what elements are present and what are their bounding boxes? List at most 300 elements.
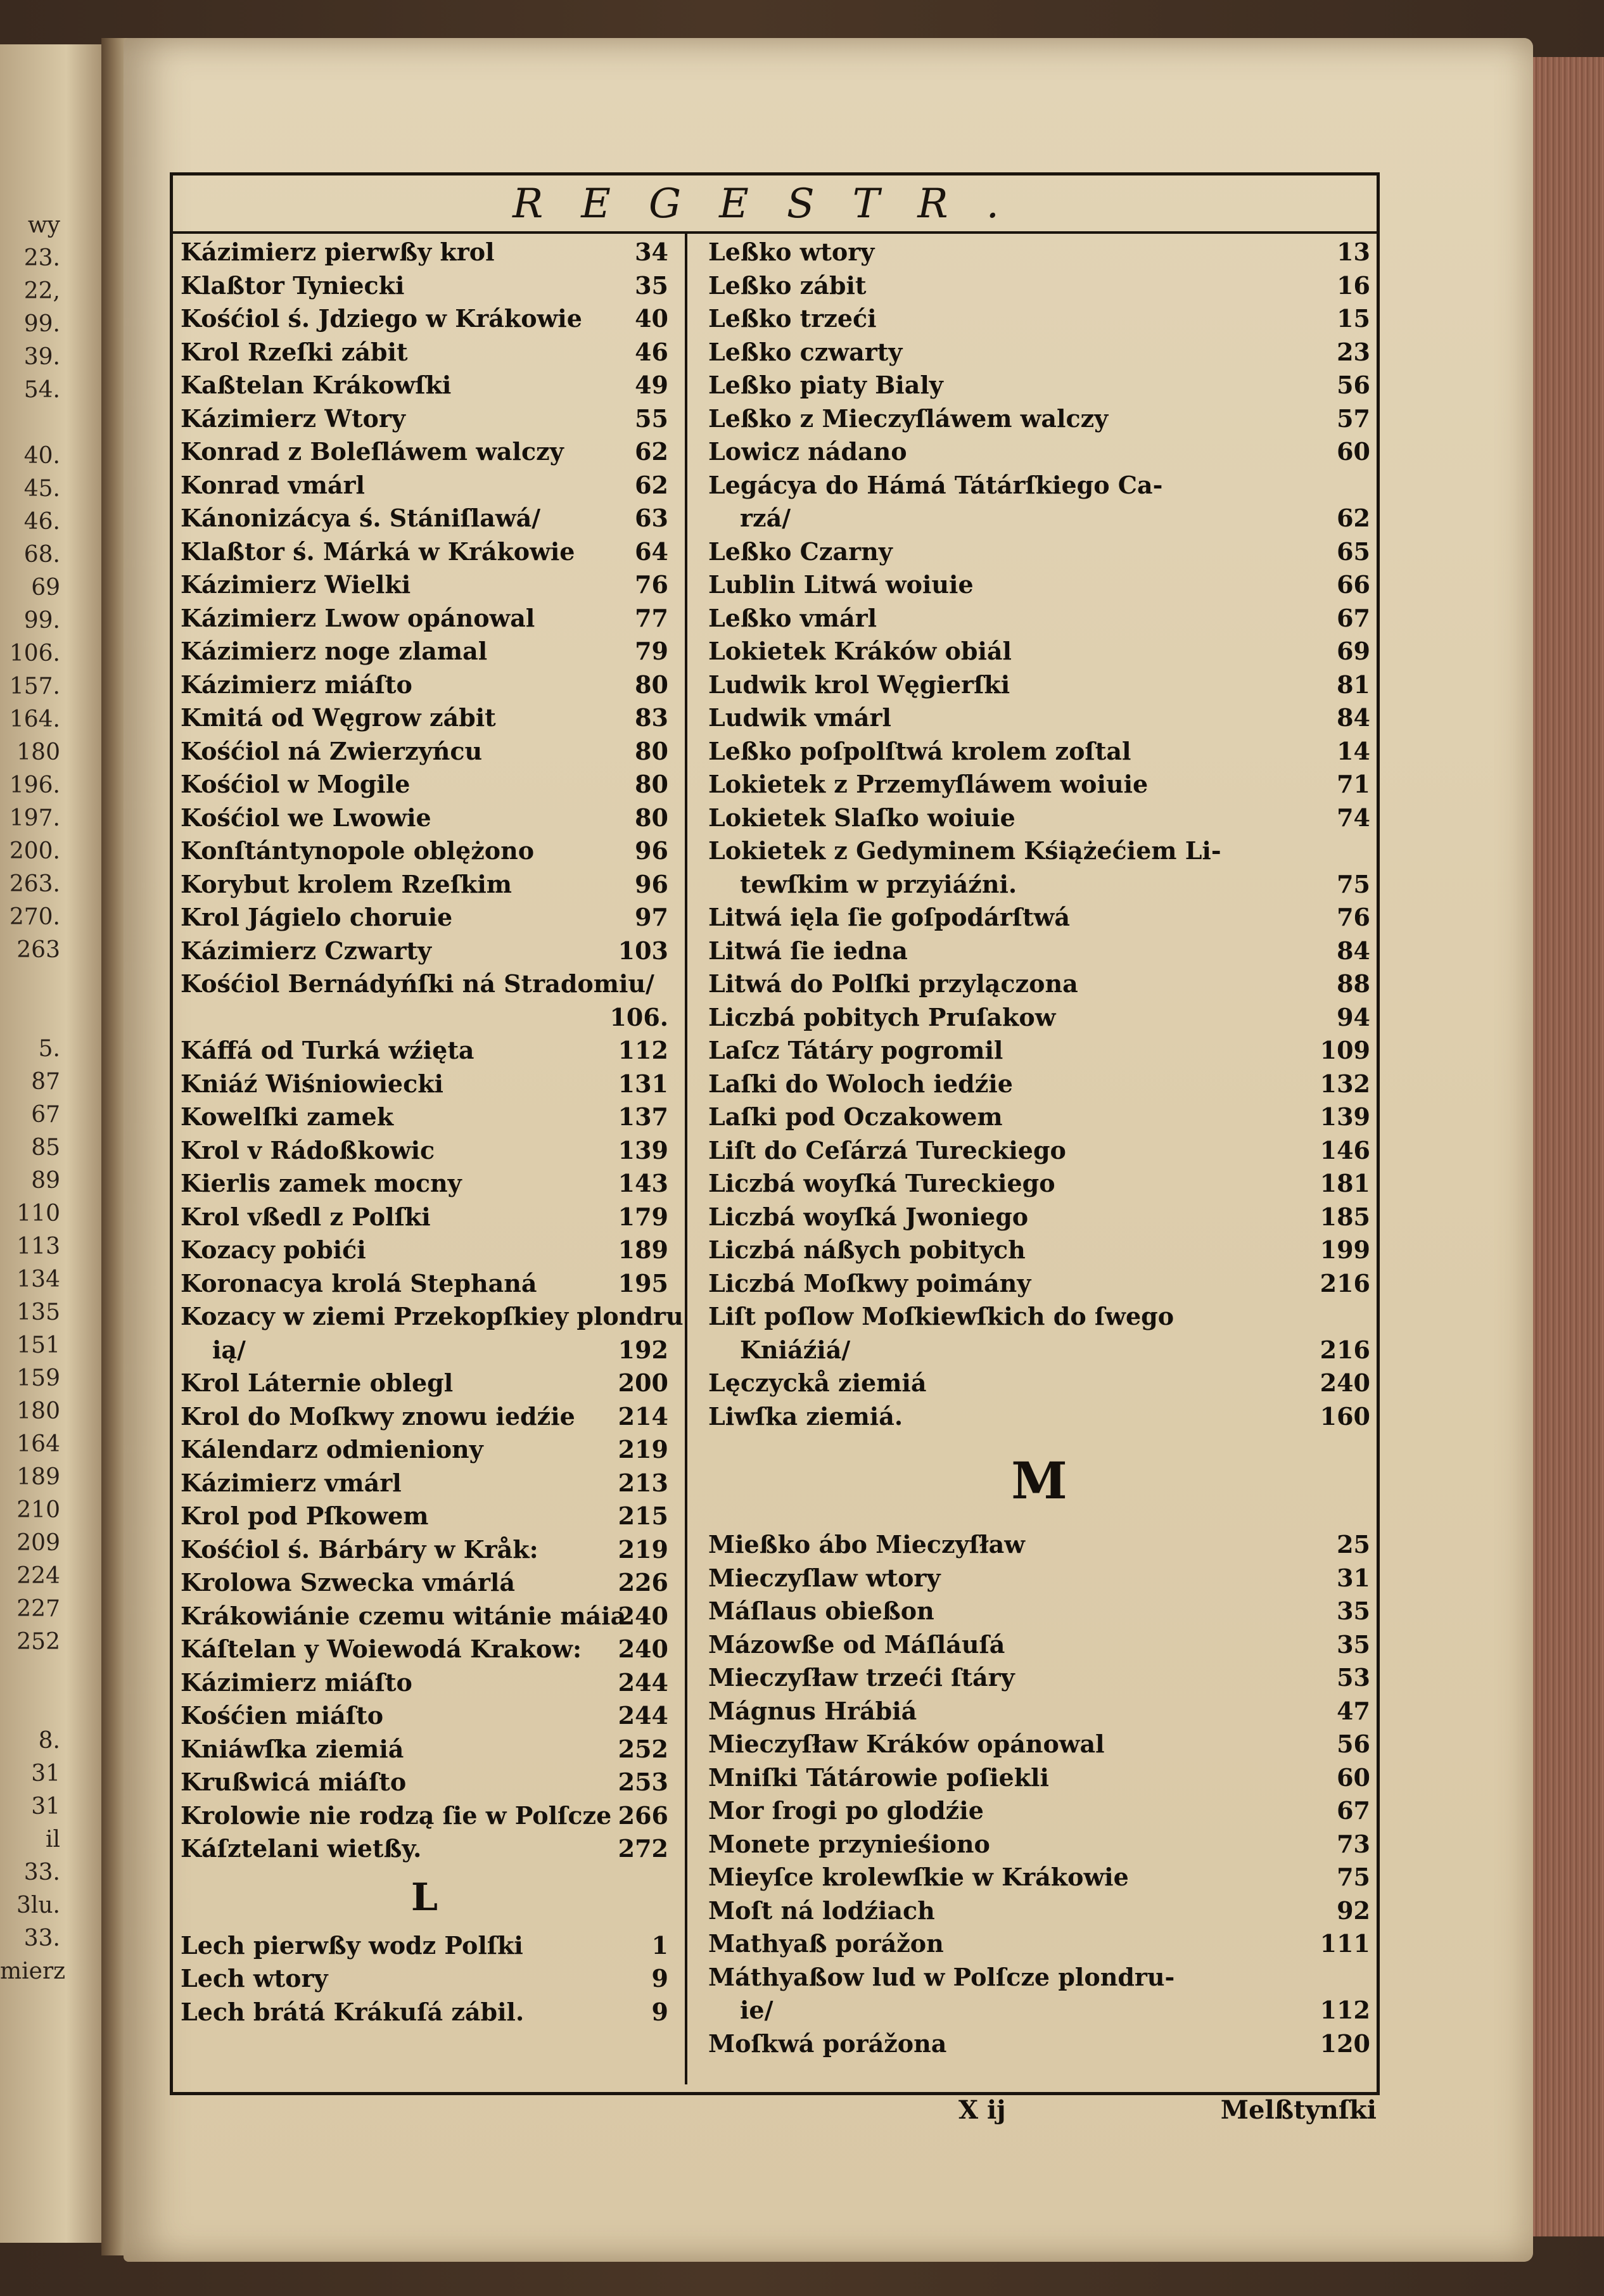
entry-page-number: 1 [651,1930,668,1960]
entry-page-number: 23 [1337,337,1370,366]
register-entry [181,868,668,902]
facing-page-number: 200. [9,838,60,864]
facing-page-number: 197. [9,805,60,831]
entry-page-number: 219 [618,1435,668,1464]
register-entry [708,1728,1370,1761]
entry-text: Kniáźiá/ [740,1335,851,1364]
facing-page-number: 196. [9,772,60,798]
register-entry [181,901,668,934]
register-entry [708,1100,1370,1134]
facing-page-number: 54. [23,377,60,403]
register-entry [708,2027,1370,2061]
facing-page-number: 159 [16,1365,60,1391]
page-footer [173,2095,1377,2140]
entry-page-number: 76 [635,570,668,599]
entry-page-number: 83 [635,703,668,732]
entry-text: Kośćiol ś. Bárbáry w Kråk: [181,1534,538,1564]
page-title: REGESTR. [512,181,1037,227]
entry-text: Kázimierz noge zlamal [181,637,488,665]
entry-text: Krol v Rádoßkowic [181,1135,435,1164]
facing-page-number: 3lu. [16,1892,60,1918]
entry-text: Mathyaß porážon [708,1929,944,1958]
entry-page-number: 132 [1320,1069,1370,1098]
register-entry [181,1799,668,1833]
entry-text: Liczbá náßych pobitych [708,1235,1026,1264]
register-entry [181,236,668,269]
register-entry [708,1367,1370,1400]
entry-page-number: 56 [1337,1730,1370,1758]
entry-text: Lokietek z Gedyminem Kśiążećiem Li- [708,836,1221,865]
register-entry [708,668,1370,702]
entry-page-number: 60 [1337,1763,1370,1792]
entry-text: Mázowße od Máſláuſá [708,1630,1005,1659]
register-entry [181,1167,668,1201]
entry-page-number: 80 [635,670,668,699]
register-entry [181,1001,668,1035]
entry-page-number: 160 [1320,1401,1370,1431]
facing-page-number: 180 [16,1398,60,1424]
entry-text: Káſztelani wietßy. [181,1834,422,1863]
facing-page-number: 210 [16,1497,60,1523]
facing-page-number: 134 [16,1266,60,1292]
section-letter: L [411,1875,438,1920]
facing-page-number: 110 [16,1201,60,1227]
entry-page-number: 71 [1337,770,1370,798]
entry-text: Mieyſce krolewſkie w Krákowie [708,1863,1129,1891]
facing-page-number: 8. [38,1728,60,1754]
entry-page-number: 200 [618,1368,668,1397]
entry-text: Kálendarz odmieniony [181,1435,483,1464]
entry-page-number: 80 [635,736,668,765]
entry-text: Krolowa Szwecka vmárlá [181,1568,515,1597]
register-entry [181,934,668,968]
register-entry [181,469,668,502]
register-entry [708,967,1370,1001]
register-entry [181,735,668,769]
register-entry [708,1894,1370,1928]
register-entry [708,469,1370,502]
register-entry [708,369,1370,402]
entry-text: Kaßtelan Krákowſki [181,371,452,399]
entry-page-number: 79 [635,637,668,665]
entry-text: Ludwik vmárl [708,703,891,732]
entry-text: Mniſki Tátárowie poſiekli [708,1763,1049,1792]
entry-text: Krol Jágielo choruie [181,903,453,931]
entry-text: Kośćiol ná Zwierzyńcu [181,736,483,765]
entry-page-number: 143 [618,1169,668,1197]
entry-page-number: 69 [1337,637,1370,665]
entry-page-number: 112 [1320,1996,1370,2024]
facing-page-number: 5. [38,1036,60,1062]
register-entry [181,568,668,602]
entry-text: ie/ [740,1996,773,2024]
register-column-right [708,236,1370,2060]
facing-page-number: 22, [23,278,60,304]
register-entry [181,1699,668,1733]
entry-text: Lech brátá Krákuſá zábil. [181,1997,525,2026]
entry-text: Lublin Litwá woiuie [708,570,974,599]
entry-page-number: 76 [1337,903,1370,931]
entry-text: Leßko poſpolſtwá krolem zoſtal [708,736,1131,765]
entry-text: Kośćiol we Lwowie [181,803,431,832]
entry-page-number: 214 [618,1401,668,1431]
register-entry [181,1733,668,1766]
facing-page-number: 23. [23,245,60,271]
facing-page-number: 263. [9,871,60,897]
entry-page-number: 75 [1337,869,1370,898]
register-entry [708,1761,1370,1795]
entry-page-number: 9 [651,1964,668,1993]
register-entry [181,502,668,535]
entry-text: Ludwik krol Węgierſki [708,670,1010,699]
entry-text: Kázimierz Czwarty [181,936,432,965]
entry-page-number: 67 [1337,603,1370,632]
entry-page-number: 62 [635,437,668,466]
entry-text: Kázimierz miáſto [181,1668,412,1697]
entry-page-number: 25 [1337,1530,1370,1559]
register-entry [708,768,1370,801]
entry-text: Leßko piaty Bialy [708,371,943,399]
register-entry [708,834,1370,868]
entry-page-number: 62 [635,470,668,499]
entry-page-number: 137 [618,1102,668,1131]
entry-text: Krol vßedl z Polſki [181,1202,431,1231]
entry-text: Kozacy pobići [181,1235,366,1264]
register-entry [708,1861,1370,1894]
facing-page-numbers [0,209,66,1988]
register-entry [181,967,668,1001]
entry-text: Lokietek Kráków obiál [708,637,1012,665]
entry-page-number: 75 [1337,1863,1370,1891]
entry-page-number: 63 [635,504,668,532]
entry-page-number: 185 [1320,1202,1370,1231]
register-entry [708,402,1370,436]
register-entry [708,1528,1370,1562]
register-entry [708,502,1370,535]
entry-text: Máſlaus obießon [708,1597,934,1625]
entry-page-number: 15 [1337,304,1370,333]
entry-page-number: 272 [618,1834,668,1863]
register-entry [708,635,1370,668]
entry-text: tewſkim w przyiáźni. [740,869,1017,898]
register-entry [708,1234,1370,1267]
entry-page-number: 81 [1337,670,1370,699]
entry-page-number: 92 [1337,1896,1370,1925]
register-entry [708,1828,1370,1861]
register-entry [708,901,1370,934]
register-entry [181,1267,668,1301]
entry-text: Krol do Moſkwy znowu iedźie [181,1401,575,1431]
register-entry [708,236,1370,269]
entry-page-number: 47 [1337,1696,1370,1725]
register-entry [181,1034,668,1068]
facing-page-number: 40. [23,443,60,469]
entry-text: Laſki pod Oczakowem [708,1102,1003,1131]
entry-text: Laſki do Woloch iedźie [708,1069,1013,1098]
entry-text: Kośćiol Bernádyńſki ná Stradomiu/ [181,969,654,998]
entry-page-number: 65 [1337,537,1370,566]
register-entry [181,435,668,469]
entry-text: Konrad vmárl [181,470,365,499]
register-entry [708,302,1370,336]
entry-page-number: 195 [618,1268,668,1298]
entry-page-number: 55 [635,404,668,433]
entry-text: Mieczyſław trzeći ſtáry [708,1663,1015,1692]
entry-text: Litwá ięla ſie goſpodárſtwá [708,903,1070,931]
entry-text: Laſcz Tátáry pogromil [708,1036,1003,1064]
entry-page-number: 96 [635,869,668,898]
entry-text: ią/ [212,1335,246,1364]
entry-text: Legácya do Hámá Tátárſkiego Ca- [708,470,1163,499]
register-entry [181,1201,668,1234]
entry-page-number: 103 [618,936,668,965]
register-entry [708,1001,1370,1035]
entry-text: Konſtántynopole oblężono [181,836,535,865]
entry-text: Káſtelan y Woiewodá Krakow: [181,1635,582,1663]
register-entry [181,1367,668,1400]
facing-page-number: 164 [16,1431,60,1457]
entry-text: Mießko ábo Mieczyſław [708,1530,1025,1559]
register-entry [181,1400,668,1434]
entry-page-number: 40 [635,304,668,333]
entry-text: Liczbá woyſká Jwoniego [708,1202,1029,1231]
register-entry [181,1100,668,1134]
register-entry [181,1566,668,1600]
entry-text: Monete przynieśiono [708,1829,990,1858]
entry-text: Kázimierz pierwßy krol [181,238,495,266]
register-entry [181,635,668,668]
register-entry [708,1034,1370,1068]
register-entry [181,1666,668,1700]
entry-page-number: 74 [1337,803,1370,832]
entry-text: Kniáź Wiśniowiecki [181,1069,443,1098]
entry-text: Kázimierz Lwow opánowal [181,603,535,632]
register-entry [181,1832,668,1866]
register-entry [181,1533,668,1567]
entry-text: Kázimierz Wtory [181,404,405,433]
register-entry [708,1334,1370,1367]
entry-page-number: 57 [1337,404,1370,433]
entry-text: rzá/ [740,504,791,532]
entry-page-number: 226 [618,1568,668,1597]
register-entry [708,1661,1370,1695]
facing-page-number [0,1692,60,1725]
entry-page-number: 240 [618,1601,668,1630]
entry-page-number: 16 [1337,271,1370,300]
register-entry [181,402,668,436]
entry-page-number: 253 [618,1768,668,1796]
entry-text: Krol Láternie oblegl [181,1368,454,1397]
entry-text: Litwá ſie iedna [708,936,908,965]
facing-page-number: 33. [23,1925,60,1951]
register-entry [708,1400,1370,1434]
entry-text: Kowelſki zamek [181,1102,394,1131]
entry-text: Kierlis zamek mocny [181,1169,462,1197]
register-entry [708,602,1370,635]
register-entry [708,1927,1370,1961]
facing-page-number: 209 [16,1530,60,1556]
register-entry [181,1433,668,1467]
facing-page-number [0,967,60,1000]
facing-page-number: 151 [16,1332,60,1358]
facing-page-number: 99. [23,608,60,634]
facing-page-number: 68. [23,542,60,568]
entry-page-number: 13 [1337,238,1370,266]
entry-text: Kniáwſka ziemiá [181,1734,404,1763]
entry-text: Leßko czwarty [708,337,903,366]
register-entry [181,1600,668,1633]
entry-page-number: 146 [1320,1135,1370,1164]
facing-page-number: 224 [16,1563,60,1589]
register-entry [708,1695,1370,1728]
entry-text: Krol Rzeſki zábit [181,337,408,366]
register-frame [170,172,1380,2125]
register-entry [181,1300,684,1334]
entry-text: Lowicz nádano [708,437,907,466]
register-entry [181,1766,668,1799]
entry-page-number: 112 [618,1036,668,1064]
register-entry [181,535,668,569]
register-entry [708,1201,1370,1234]
title-rule [173,231,1377,234]
facing-page-number: 252 [16,1629,60,1655]
entry-page-number: 266 [618,1801,668,1830]
facing-page-number [0,407,60,440]
register-entry [181,1334,668,1367]
entry-page-number: 77 [635,603,668,632]
entry-text: Moſkwá porážona [708,2029,947,2058]
entry-page-number: 111 [1320,1929,1370,1958]
entry-text: Káffá od Turká wźięta [181,1036,474,1064]
register-entry [181,701,668,735]
facing-page-number: 263 [16,937,60,963]
signature-mark: X ij [958,2095,1006,2125]
entry-text: Liſt poſlow Moſkiewſkich do ſwego [708,1302,1174,1330]
entry-text: Lech wtory [181,1964,328,1993]
entry-text: Leßko wtory [708,238,875,266]
entry-text: Mieczyſlaw wtory [708,1563,941,1592]
entry-page-number: 35 [1337,1630,1370,1659]
entry-text: Litwá do Polſki przylączona [708,969,1078,998]
register-entry [181,801,668,835]
facing-page-number: 135 [16,1299,60,1325]
entry-page-number: 240 [1320,1368,1370,1397]
entry-text: Konrad z Boleſláwem walczy [181,437,564,466]
register-entry [181,834,668,868]
entry-text: Leßko zábit [708,271,867,300]
entry-text: Lech pierwßy wodz Polſki [181,1930,523,1960]
entry-page-number: 106. [609,1002,668,1031]
entry-text: Krolowie nie rodzą ſie w Polſcze [181,1801,612,1830]
facing-page-number: 67 [31,1102,60,1128]
entry-text: Klaßtor Tyniecki [181,271,405,300]
entry-text: Liczbá pobitych Pruſakow [708,1002,1056,1031]
entry-text: Kmitá od Węgrow zábit [181,703,496,732]
register-entry [181,1633,668,1666]
entry-page-number: 179 [618,1202,668,1231]
entry-page-number: 139 [618,1135,668,1164]
register-entry [708,1794,1370,1828]
entry-text: Lęczyckå ziemiá [708,1368,927,1397]
entry-text: Liſt do Ceſárzá Tureckiego [708,1135,1066,1164]
register-entry [181,1068,668,1101]
entry-page-number: 181 [1320,1169,1370,1197]
entry-page-number: 34 [635,238,668,266]
facing-page-number: 45. [23,476,60,502]
entry-text: Leßko trzeći [708,304,877,333]
facing-page-number: 39. [23,344,60,370]
register-entry [708,1595,1370,1628]
entry-text: Leßko Czarny [708,537,893,566]
register-entry [181,768,668,801]
entry-page-number: 80 [635,803,668,832]
entry-page-number: 80 [635,770,668,798]
facing-page-number: 46. [23,509,60,535]
facing-page-number: 157. [9,673,60,699]
entry-text: Krol pod Pſkowem [181,1502,429,1530]
entry-page-number: 244 [618,1701,668,1730]
entry-page-number: 73 [1337,1829,1370,1858]
entry-text: Krußwicá miáſto [181,1768,407,1796]
entry-text: Liczbá Moſkwy poimány [708,1268,1031,1298]
register-entry [181,336,668,369]
register-entry [708,269,1370,303]
entry-text: Krákowiánie czemu witánie máia [181,1601,627,1630]
entry-page-number: 60 [1337,437,1370,466]
facing-page-number: 69 [31,575,60,601]
facing-page-number: 270. [9,904,60,930]
facing-page-number: 33. [23,1859,60,1885]
facing-page-number: 227 [16,1596,60,1622]
register-entry [708,735,1370,769]
register-entry [181,668,668,702]
entry-page-number: 53 [1337,1663,1370,1692]
register-entry [708,868,1370,902]
entry-text: Kázimierz vmárl [181,1468,402,1497]
entry-page-number: 56 [1337,371,1370,399]
entry-page-number: 189 [618,1235,668,1264]
entry-page-number: 84 [1337,703,1370,732]
entry-page-number: 62 [1337,504,1370,532]
entry-text: Koronacya krolá Stephaná [181,1268,537,1298]
register-entry [708,1562,1370,1595]
entry-page-number: 66 [1337,570,1370,599]
entry-text: Lokietek z Przemyſláwem woiuie [708,770,1149,798]
register-entry [708,934,1370,968]
register-entry [708,1994,1370,2027]
entry-page-number: 120 [1320,2029,1370,2058]
register-entry [708,701,1370,735]
entry-page-number: 96 [635,836,668,865]
register-entry [181,1996,668,2029]
register-entry [181,302,668,336]
section-letter: M [1011,1451,1067,1510]
entry-text: Leßko vmárl [708,603,877,632]
facing-page-number: 180 [16,739,60,765]
entry-page-number: 94 [1337,1002,1370,1031]
facing-page-number: 89 [31,1168,60,1194]
entry-page-number: 35 [635,271,668,300]
facing-page-number: 31 [31,1761,60,1787]
entry-text: Kánonizácya ś. Stániſlawá/ [181,504,541,532]
register-entry [181,1500,668,1533]
register-entry [708,1628,1370,1662]
register-entry [708,1300,1370,1334]
entry-page-number: 67 [1337,1796,1370,1825]
register-column-left [181,236,684,2029]
register-entry [708,435,1370,469]
entry-page-number: 31 [1337,1563,1370,1592]
